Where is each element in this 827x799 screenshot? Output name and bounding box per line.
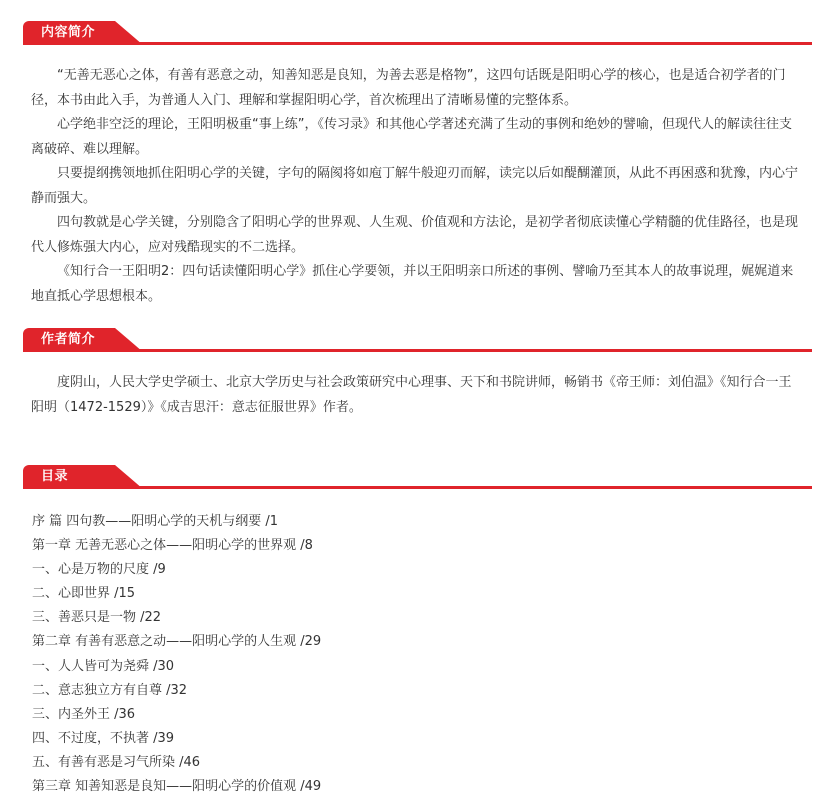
author-section-rule (23, 349, 812, 352)
intro-paragraph: “无善无恶心之体，有善有恶意之动，知善知恶是良知，为善去恶是格物”，这四句话既是阳明心学的核心，也是适合初学者的门径，本书由此入手，为普通人入门、理解和掌握阳明心学，首次梳理出了清晰易懂的完整体系。 (31, 68, 786, 108)
toc-item: 三、善恶只是一物 /22 (32, 610, 162, 626)
author-paragraph: 度阴山，人民大学史学硕士、北京大学历史与社会政策研究中心理事、天下和书院讲师，畅销书《帝王师：刘伯温》《知行合一王阳明（1472-1529）》《成吉思汗：意志征服世界》作者。 (31, 375, 792, 415)
intro-paragraph: 心学绝非空泛的理论，王阳明极重“事上练”，《传习录》和其他心学著述充满了生动的事例和绝妙的譬喻，但现代人的解读往往支离破碎、难以理解。 (31, 117, 792, 157)
toc-section-rule (23, 486, 812, 489)
intro-section-header (23, 21, 812, 45)
toc-item: 第一章 无善无恶心之体——阳明心学的世界观 /8 (32, 538, 313, 554)
toc-item: 序 篇 四句教——阳明心学的天机与纲要 /1 (32, 514, 279, 529)
toc-item: 二、意志独立方有自尊 /32 (32, 682, 188, 698)
toc-item: 二、心即世界 /15 (32, 586, 136, 602)
author-section-title: 作者简介 (41, 332, 96, 347)
author-section-header (23, 328, 812, 352)
intro-body (31, 64, 803, 309)
author-body (31, 371, 803, 420)
toc-item: 第三章 知善知恶是良知——阳明心学的价值观 /49 (32, 779, 322, 795)
intro-paragraph: 只要提纲携领地抓住阳明心学的关键，字句的隔阂将如庖丁解牛般迎刃而解，读完以后如醍醐灌顶，从此不再困惑和犹豫，内心宁静而强大。 (31, 166, 799, 206)
toc-item: 四、不过度，不执著 /39 (32, 730, 175, 746)
toc-item: 五、有善有恶是习气所染 /46 (32, 754, 201, 770)
toc-item: 三、内圣外王 /36 (32, 706, 136, 722)
intro-section-title: 内容简介 (41, 25, 96, 40)
toc-item: 一、人人皆可为尧舜 /30 (32, 658, 175, 674)
intro-paragraph: 《知行合一王阳明2：四句话读懂阳明心学》抓住心学要领，并以王阳明亲口所述的事例、譬喻乃至其本人的故事说理，娓娓道来地直抵心学思想根本。 (31, 264, 794, 304)
toc-item: 一、心是万物的尺度 /9 (32, 562, 166, 578)
intro-section-rule (23, 42, 812, 45)
intro-paragraph: 四句教就是心学关键，分别隐含了阳明心学的世界观、人生观、价值观和方法论，是初学者彻底读懂心学精髓的优佳路径，也是现代人修炼强大内心，应对残酷现实的不二选择。 (31, 215, 799, 255)
toc-section-header (23, 465, 812, 489)
toc-list (32, 510, 802, 799)
toc-item: 第二章 有善有恶意之动——阳明心学的人生观 /29 (32, 634, 322, 650)
toc-section-title: 目录 (41, 469, 69, 484)
